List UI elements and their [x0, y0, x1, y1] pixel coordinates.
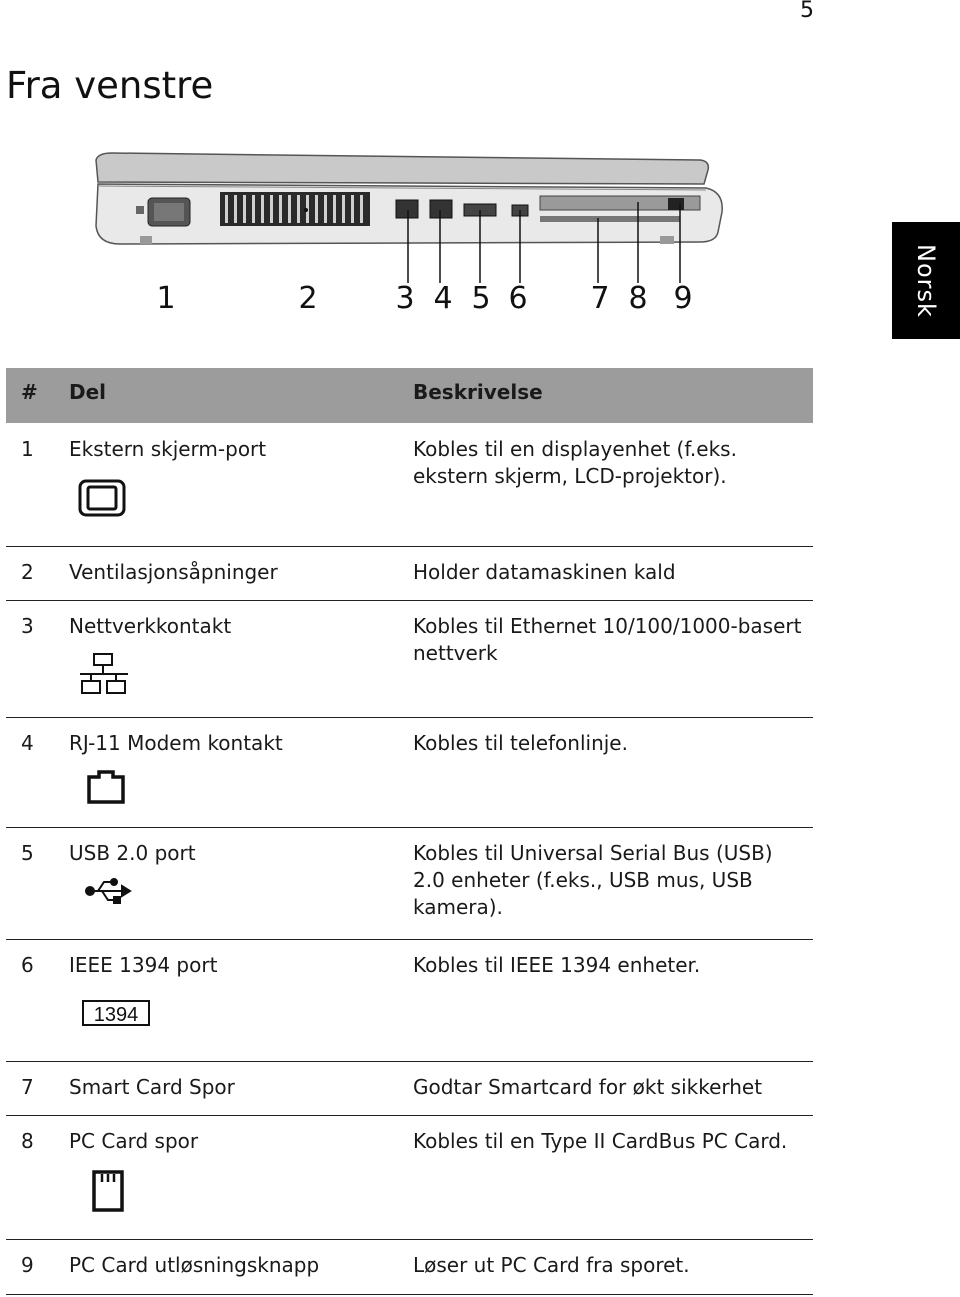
- row-number: 7: [21, 1075, 34, 1099]
- page-title: Fra venstre: [6, 64, 214, 107]
- row-description: Kobles til Ethernet 10/100/1000-basert nettverk: [413, 614, 802, 665]
- ieee1394-icon: [82, 1000, 152, 1028]
- row-description: Holder datamaskinen kald: [413, 560, 676, 584]
- row-number: 8: [21, 1129, 34, 1153]
- row-part: Ventilasjonsåpninger: [69, 560, 278, 584]
- ethernet-port: [396, 200, 418, 218]
- row-part: Nettverkkontakt: [69, 614, 232, 638]
- callout-5: 5: [471, 281, 491, 316]
- row-number: 1: [21, 437, 34, 461]
- language-tab-label: Norsk: [912, 243, 940, 318]
- callout-8: 8: [628, 281, 648, 316]
- header-description: Beskrivelse: [413, 380, 543, 404]
- table-row: [6, 827, 813, 940]
- monitor-icon: [78, 479, 126, 517]
- table-row: [6, 600, 813, 718]
- usb-icon: [84, 877, 132, 905]
- row-part: PC Card utløsningsknapp: [69, 1253, 320, 1277]
- header-part: Del: [69, 380, 107, 404]
- row-description: Kobles til en Type II CardBus PC Card.: [413, 1129, 788, 1153]
- row-part: RJ-11 Modem kontakt: [69, 731, 283, 755]
- callout-2: 2: [298, 281, 318, 316]
- language-tab: [892, 222, 960, 339]
- row-description: Kobles til IEEE 1394 enheter.: [413, 953, 701, 977]
- table-row: [6, 1061, 813, 1116]
- vent-grille: [220, 192, 370, 226]
- eject-button: [668, 198, 684, 210]
- row-part: Ekstern skjerm-port: [69, 437, 267, 461]
- table-header: [6, 368, 813, 423]
- row-number: 9: [21, 1253, 34, 1277]
- modem-port: [430, 200, 452, 218]
- phone-jack-icon: [86, 769, 126, 805]
- row-number: 2: [21, 560, 34, 584]
- callout-3: 3: [395, 281, 415, 316]
- page-number: 5: [800, 0, 814, 23]
- row-number: 3: [21, 614, 34, 638]
- callout-4: 4: [433, 281, 453, 316]
- network-icon: [78, 652, 130, 696]
- row-description: Løser ut PC Card fra sporet.: [413, 1253, 690, 1277]
- laptop-lid: [96, 153, 708, 184]
- header-number: #: [21, 380, 38, 404]
- row-description: Kobles til Universal Serial Bus (USB) 2.0 enheter (f.eks., USB mus, USB kamera).: [413, 841, 773, 919]
- row-part: USB 2.0 port: [69, 841, 196, 865]
- callout-1: 1: [156, 281, 176, 316]
- row-description: Kobles til telefonlinje.: [413, 731, 628, 755]
- row-part: IEEE 1394 port: [69, 953, 218, 977]
- laptop-left-side-illustration: [84, 148, 734, 318]
- row-number: 6: [21, 953, 34, 977]
- table-row: [6, 1115, 813, 1240]
- table-row: [6, 939, 813, 1062]
- ieee1394-icon-label: 1394: [93, 1004, 139, 1026]
- callout-6: 6: [508, 281, 528, 316]
- row-part: PC Card spor: [69, 1129, 199, 1153]
- row-description: Kobles til en displayenhet (f.eks. ekstern skjerm, LCD-projektor).: [413, 437, 737, 488]
- row-description: Godtar Smartcard for økt sikkerhet: [413, 1075, 763, 1099]
- row-part: Smart Card Spor: [69, 1075, 235, 1099]
- callout-7: 7: [590, 281, 610, 316]
- callout-9: 9: [673, 281, 693, 316]
- row-number: 4: [21, 731, 34, 755]
- table-row: [6, 1239, 813, 1295]
- pc-card-icon: [92, 1170, 124, 1212]
- table-row: [6, 546, 813, 601]
- row-number: 5: [21, 841, 34, 865]
- table-row: [6, 717, 813, 828]
- table-row: [6, 423, 813, 547]
